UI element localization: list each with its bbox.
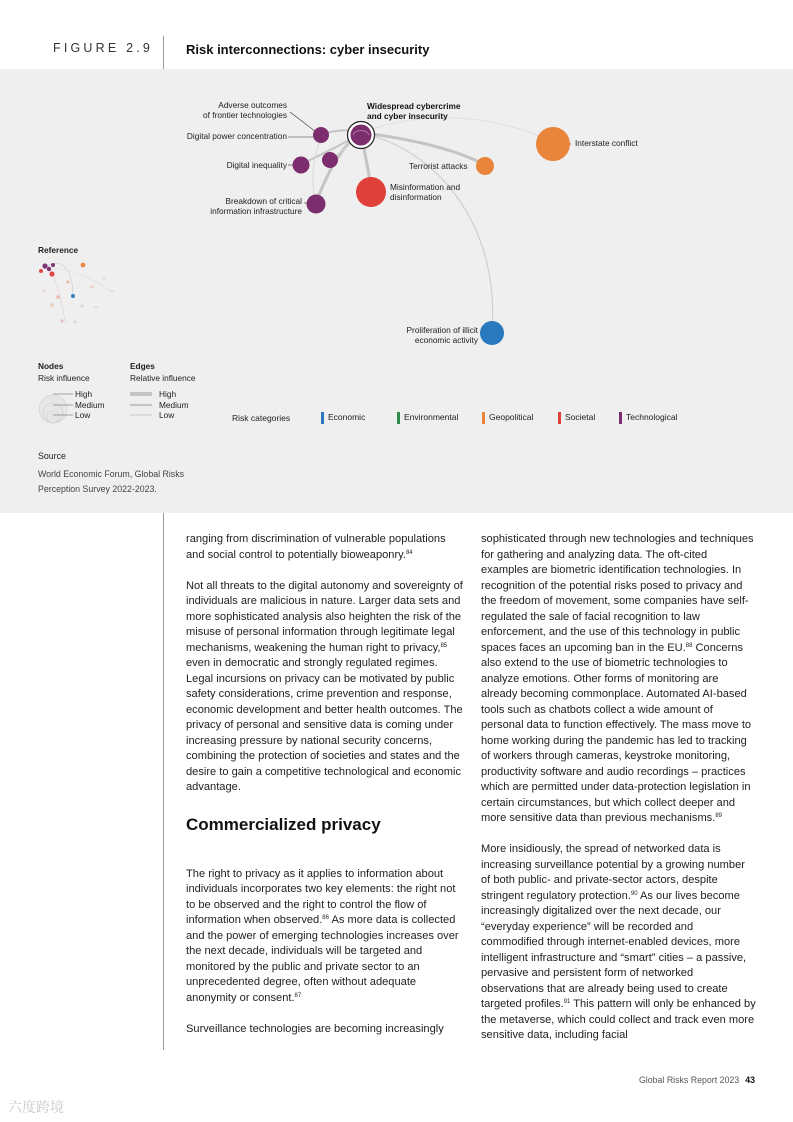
- footnote-ref[interactable]: 87: [294, 992, 302, 999]
- watermark: 六度跨境: [8, 1099, 64, 1115]
- paragraph: The right to privacy as it applies to information about individuals incorporates two key elements: the right not to be observed and the right to control the flow of information when observed.$^{86}$ As more data is collected and the power of emerging technologies increases over the next decade, individuals will be targeted and monitored by the public and private sector to an unprecedented degree, often without adequate anonymity or consent.$^{87}$: [186, 867, 459, 1004]
- legend-nodes-subtitle: Risk influence: [38, 373, 90, 383]
- footnote-ref[interactable]: 89: [715, 813, 722, 819]
- category-geopolitical: Geopolitical: [482, 412, 533, 424]
- category-environmental: Environmental: [397, 412, 458, 424]
- page-number: 43: [745, 1075, 755, 1085]
- footnote-ref[interactable]: 90: [630, 890, 638, 897]
- node-infrastructure-breakdown: [307, 195, 326, 214]
- legend-node-high: High: [75, 389, 93, 399]
- figure-title: Risk interconnections: cyber insecurity: [186, 42, 430, 57]
- column-divider: [163, 513, 164, 1050]
- footnote-ref[interactable]: 84: [405, 549, 413, 556]
- label-terrorist-attacks: Terrorist attacks: [409, 161, 468, 171]
- category-economic: Economic: [321, 412, 365, 424]
- reference-title: Reference: [38, 245, 79, 255]
- legend-edges-subtitle: Relative influence: [130, 373, 196, 383]
- category-societal: Societal: [558, 412, 595, 424]
- page-footer: [639, 1075, 755, 1085]
- node-digital-inequality: [322, 152, 338, 168]
- paragraph: More insidiously, the spread of networked data is increasing surveillance potential by a growing number of both public- and private-sector actors, despite stringent regulatory protection.$^{90}$ As our lives become increasingly digitalized over the next decade, our “everyday experience” will be recorded and commodified through internet-enabled devices, more intelligent infrastructure and “smart” cities – a passive, pervasive and persistent form of networked observations that are already being used to create targeted profiles.$^{91}$ This pattern will only be enhanced by the metaverse, which could collect and track even more sensitive data, including facial: [481, 843, 756, 1041]
- right-column: [481, 532, 757, 1059]
- reference-thumbnail: [39, 263, 113, 324]
- paragraph: sophisticated through new technologies and techniques for gathering and analyzing data. The oft-cited examples are biometric identification technologies. In recognition of the potential risks posed to privacy and the freedom of movement, some companies have self-regulated the sale of facial recognition to law enforcement, and the use of this technology in public spaces faces an upcoming ban in the EU.$^{88}$ Concerns also extend to the use of biometric technologies to analyze emotions. Other forms of monitoring are already becoming commonplace. Automated AI-based tools such as chatbots collect a wide amount of personal data to function effectively. The mass move to home working during the pandemic has led to tracking of workers through cameras, keystroke monitoring, productivity software and audio recordings – practices which are permitted under data-protection legislation in certain circumstances, but which collect deeper and more sensitive data than previous mechanisms.$^{89}$: [481, 533, 754, 824]
- legend-node-medium: Medium: [75, 400, 105, 410]
- section-heading: Commercialized privacy: [186, 814, 381, 834]
- label-interstate-conflict: Interstate conflict: [575, 138, 638, 148]
- label-cybercrime: Widespread cybercrime and cyber insecurity: [367, 101, 461, 121]
- legend-nodes-title: Nodes: [38, 361, 64, 371]
- footnote-ref[interactable]: 88: [685, 642, 693, 649]
- network-diagram: [0, 69, 793, 513]
- footnote-ref[interactable]: 85: [440, 642, 448, 649]
- header-divider: [163, 36, 164, 69]
- label-misinformation: Misinformation and disinformation: [390, 182, 461, 202]
- label-digital-inequality: Digital inequality: [226, 160, 287, 170]
- risk-categories-label: Risk categories: [232, 413, 291, 423]
- node-cybercrime: [351, 125, 372, 146]
- node-size-legend: [39, 395, 67, 423]
- label-illicit-activity: Proliferation of illicit economic activity: [406, 325, 478, 345]
- legend-edges-title: Edges: [130, 361, 155, 371]
- category-technological: Technological: [619, 412, 678, 424]
- node-interstate-conflict: [536, 127, 570, 161]
- legend-edge-low: Low: [159, 410, 175, 420]
- paragraph: ranging from discrimination of vulnerable populations and social control to potentially bioweaponry.$^{84}$: [186, 533, 446, 561]
- paragraph: Surveillance technologies are becoming increasingly: [186, 1022, 444, 1035]
- node-digital-power: [293, 157, 310, 174]
- figure-label: FIGURE 2.9: [53, 41, 154, 55]
- edge-arc-interstate: [362, 118, 553, 143]
- edge-width-legend: [130, 394, 152, 415]
- footnote-ref[interactable]: 86: [322, 915, 329, 921]
- report-title: Global Risks Report 2023: [638, 1075, 740, 1085]
- node-frontier-tech: [313, 127, 329, 143]
- label-frontier-tech: Adverse outcomes of frontier technologies: [203, 100, 287, 120]
- label-infrastructure-breakdown: Breakdown of critical information infrastructure: [210, 196, 302, 216]
- node-illicit-activity: [480, 321, 504, 345]
- legend-edge-high: High: [159, 389, 177, 399]
- left-column: [186, 532, 464, 1053]
- legend-edge-medium: Medium: [159, 400, 189, 410]
- figure-panel: [0, 69, 793, 513]
- paragraph: Not all threats to the digital autonomy and sovereignty of individuals are malicious in nature. Larger data sets and more sophisticated analysis also heighten the risk of the misuse of personal information through legitimate legal mechanisms, weakening the human right to privacy,$^{85}$ even in democratic and strongly regulated regimes. Legal incursions on privacy can be motivated by public safety considerations, crime prevention and response, economic development and better health outcomes. The privacy of personal and sensitive data is coming under increasing pressure by national security concerns, combining the protection of societies and states and the desire to gain a competitive technological and economic advantage.: [186, 579, 463, 793]
- legend-node-low: Low: [75, 410, 91, 420]
- label-digital-power: Digital power concentration: [186, 131, 287, 141]
- footnote-ref[interactable]: 91: [563, 999, 571, 1005]
- source-heading: Source: [38, 451, 66, 461]
- source-text: World Economic Forum, Global Risks Perception Survey 2022-2023.: [38, 469, 185, 494]
- node-misinformation: [356, 177, 386, 207]
